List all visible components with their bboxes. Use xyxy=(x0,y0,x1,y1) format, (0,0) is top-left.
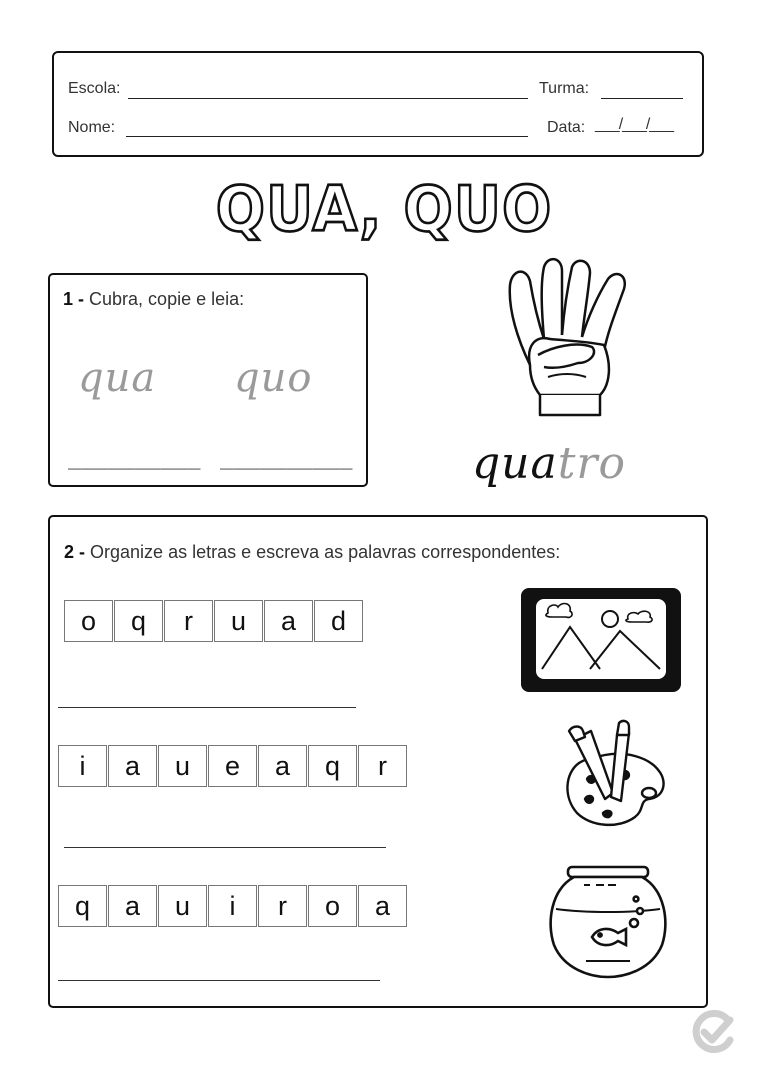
name-field[interactable] xyxy=(126,136,528,137)
letter-tile[interactable]: u xyxy=(214,600,263,642)
letter-tile[interactable]: q xyxy=(58,885,107,927)
letter-tile[interactable]: i xyxy=(208,885,257,927)
illustration-word-light: tro xyxy=(557,438,626,489)
illustration-word xyxy=(472,438,626,489)
exercise-1-box xyxy=(48,273,368,487)
letter-tile[interactable]: u xyxy=(158,885,207,927)
letter-tiles-row-1 xyxy=(64,600,364,642)
letter-tile[interactable]: e xyxy=(208,745,257,787)
letter-tile[interactable]: i xyxy=(58,745,107,787)
letter-tile[interactable]: o xyxy=(308,885,357,927)
checkmark-logo-icon xyxy=(690,1010,736,1056)
letter-tile[interactable]: a xyxy=(108,745,157,787)
framed-picture-icon xyxy=(520,587,682,693)
letter-tile[interactable]: a xyxy=(108,885,157,927)
school-field[interactable] xyxy=(128,98,528,99)
paint-palette-icon xyxy=(555,717,667,829)
exercise-1-number: 1 - xyxy=(63,289,85,309)
letter-tile[interactable]: r xyxy=(258,885,307,927)
letter-tiles-row-3 xyxy=(58,885,408,927)
date-label: Data: xyxy=(547,119,586,136)
hand-four-fingers-icon xyxy=(500,255,640,425)
copy-line-1[interactable]: __________ xyxy=(68,445,201,470)
letter-tile[interactable]: q xyxy=(308,745,357,787)
letter-tile[interactable]: d xyxy=(314,600,363,642)
illustration-word-dark: qua xyxy=(472,438,558,489)
letter-tile[interactable]: r xyxy=(164,600,213,642)
exercise-2-instruction xyxy=(64,542,560,563)
letter-tiles-row-2 xyxy=(58,745,408,787)
trace-word-quo: quo xyxy=(234,355,313,401)
letter-tile[interactable]: a xyxy=(264,600,313,642)
letter-tile[interactable]: o xyxy=(64,600,113,642)
school-label: Escola: xyxy=(68,80,121,97)
name-label: Nome: xyxy=(68,119,116,136)
answer-line-3[interactable] xyxy=(58,980,380,981)
answer-line-1[interactable] xyxy=(58,707,356,708)
letter-tile[interactable]: r xyxy=(358,745,407,787)
letter-tile[interactable]: a xyxy=(358,885,407,927)
class-field[interactable] xyxy=(601,98,683,99)
copy-line-2[interactable]: __________ xyxy=(220,445,353,470)
fishbowl-icon xyxy=(546,865,670,981)
exercise-2-box xyxy=(48,515,708,1008)
exercise-2-text: Organize as letras e escreva as palavras correspondentes: xyxy=(90,542,561,562)
exercise-1-text: Cubra, copie e leia: xyxy=(89,289,245,309)
letter-tile[interactable]: u xyxy=(158,745,207,787)
answer-line-2[interactable] xyxy=(64,847,386,848)
trace-word-qua: qua xyxy=(78,355,157,401)
exercise-2-number: 2 - xyxy=(64,542,86,562)
date-field[interactable]: ___/___/___ xyxy=(595,116,673,133)
letter-tile[interactable]: a xyxy=(258,745,307,787)
student-info-box xyxy=(52,51,704,157)
class-label: Turma: xyxy=(539,80,590,97)
letter-tile[interactable]: q xyxy=(114,600,163,642)
exercise-1-instruction xyxy=(63,289,244,310)
page-title: QUA, QUO xyxy=(215,172,553,246)
